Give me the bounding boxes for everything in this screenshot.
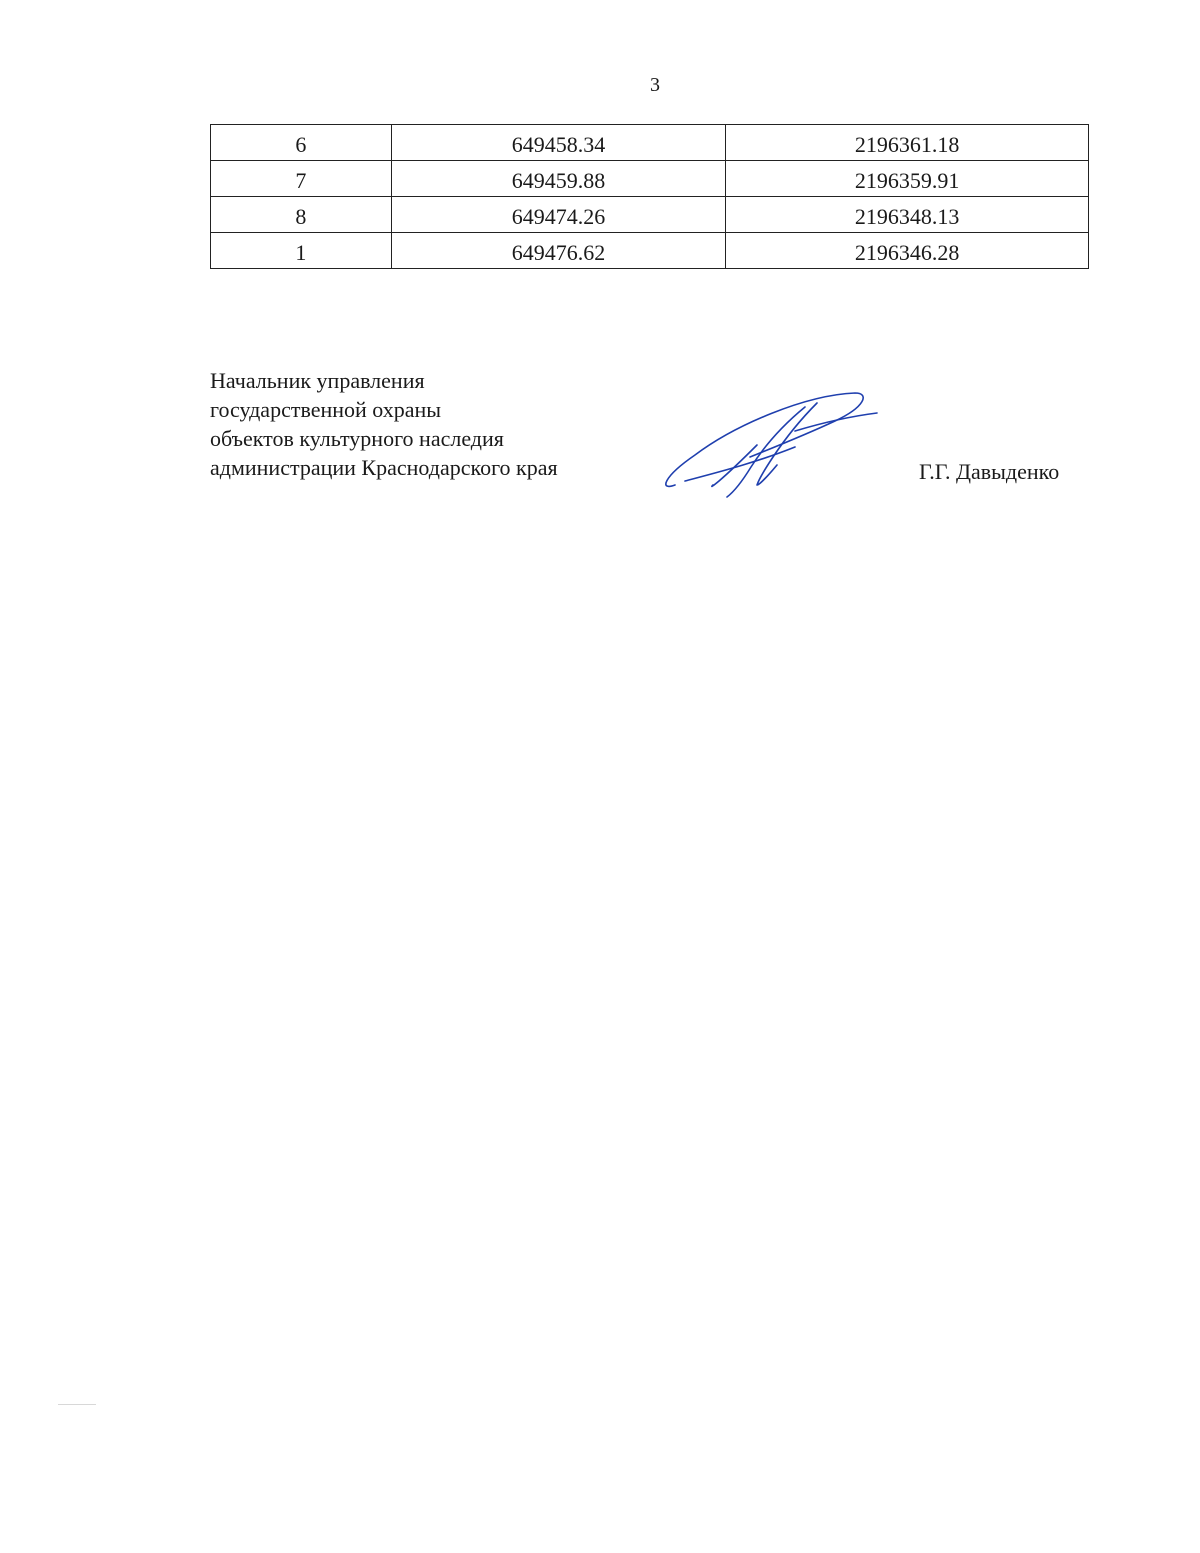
y-coordinate-cell: 2196346.28 — [726, 233, 1089, 269]
table-row — [211, 233, 1089, 269]
signature-stroke — [795, 413, 877, 431]
point-number-cell: 7 — [211, 161, 392, 197]
signature-stroke — [685, 447, 795, 481]
handwritten-signature — [655, 385, 890, 505]
x-coordinate-cell: 649476.62 — [391, 233, 726, 269]
x-coordinate-cell: 649458.34 — [391, 125, 726, 161]
coordinates-table — [210, 124, 1089, 269]
signatory-title-line: Начальник управления — [210, 368, 425, 393]
scan-mark — [58, 1404, 96, 1405]
y-coordinate-cell: 2196348.13 — [726, 197, 1089, 233]
signatory-title-line: администрации Краснодарского края — [210, 455, 558, 480]
page-number: 3 — [650, 74, 660, 96]
point-number-cell: 1 — [211, 233, 392, 269]
table-row — [211, 161, 1089, 197]
signatory-title-line: государственной охраны — [210, 397, 442, 422]
signatory-title — [210, 366, 558, 482]
signatory-name: Г.Г. Давыденко — [919, 459, 1060, 484]
x-coordinate-cell: 649474.26 — [391, 197, 726, 233]
table-row — [211, 125, 1089, 161]
signature-stroke — [727, 407, 805, 497]
point-number-cell: 8 — [211, 197, 392, 233]
point-number-cell: 6 — [211, 125, 392, 161]
signatory-title-line: объектов культурного наследия — [210, 426, 504, 451]
table-row — [211, 197, 1089, 233]
x-coordinate-cell: 649459.88 — [391, 161, 726, 197]
y-coordinate-cell: 2196359.91 — [726, 161, 1089, 197]
signature-stroke — [666, 393, 863, 486]
signature-stroke — [712, 445, 757, 486]
y-coordinate-cell: 2196361.18 — [726, 125, 1089, 161]
